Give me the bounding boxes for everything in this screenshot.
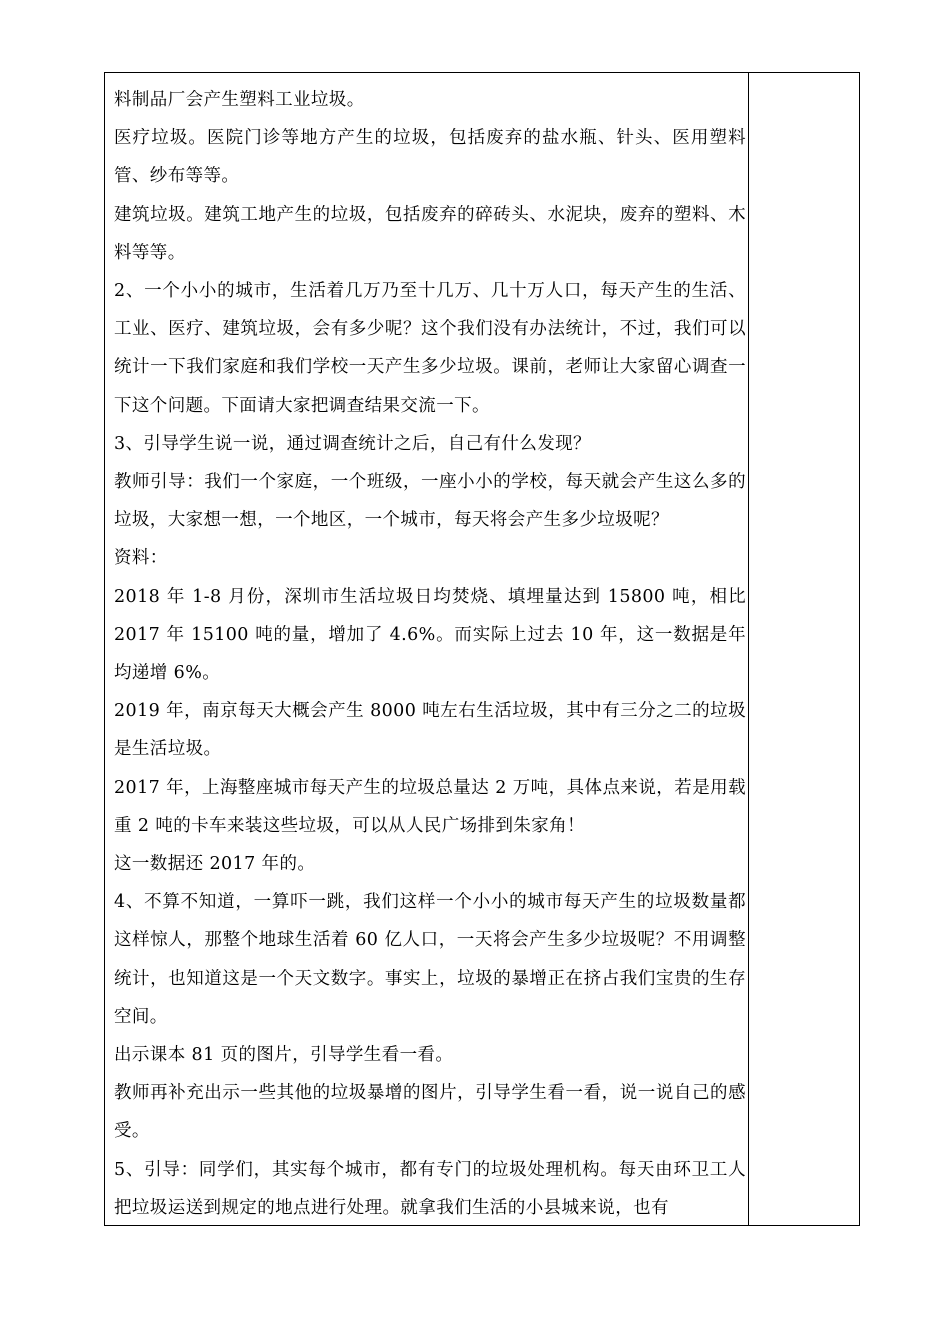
paragraph: 教师引导：我们一个家庭，一个班级，一座小小的学校，每天就会产生这么多的垃圾，大家想一想，一个地区，一个城市，每天将会产生多少垃圾呢？ bbox=[114, 472, 746, 531]
paragraph: 教师再补充出示一些其他的垃圾暴增的图片，引导学生看一看，说一说自己的感受。 bbox=[114, 1083, 746, 1142]
paragraph: 2017 年，上海整座城市每天产生的垃圾总量达 2 万吨，具体点来说，若是用载重 2 吨的卡车来装这些垃圾，可以从人民广场排到朱家角！ bbox=[114, 777, 746, 836]
document-table bbox=[104, 72, 860, 1226]
paragraph: 这一数据还 2017 年的。 bbox=[114, 854, 316, 875]
paragraph: 4、不算不知道，一算吓一跳，我们这样一个小小的城市每天产生的垃圾数量都这样惊人，那整个地球生活着 60 亿人口，一天将会产生多少垃圾呢？不用调整统计，也知道这是一个天文数字。事实上，垃圾的暴增正在挤占我们宝贵的生存空间。 bbox=[114, 892, 746, 1027]
content-cell bbox=[105, 73, 749, 1225]
paragraph: 建筑垃圾。建筑工地产生的垃圾，包括废弃的碎砖头、水泥块，废弃的塑料、木料等等。 bbox=[114, 204, 746, 263]
paragraph: 出示课本 81 页的图片，引导学生看一看。 bbox=[114, 1045, 454, 1066]
paragraph: 5、引导：同学们，其实每个城市，都有专门的垃圾处理机构。每天由环卫工人把垃圾运送到规定的地点进行处理。就拿我们生活的小县城来说，也有 bbox=[114, 1159, 746, 1218]
paragraph: 医疗垃圾。医院门诊等地方产生的垃圾，包括废弃的盐水瓶、针头、医用塑料管、纱布等等。 bbox=[114, 128, 746, 187]
paragraph: 2、一个小小的城市，生活着几万乃至十几万、几十万人口，每天产生的生活、工业、医疗、建筑垃圾，会有多少呢？这个我们没有办法统计，不过，我们可以统计一下我们家庭和我们学校一天产生多少垃圾。课前，老师让大家留心调查一下这个问题。下面请大家把调查结果交流一下。 bbox=[114, 281, 746, 416]
paragraph: 3、引导学生说一说，通过调查统计之后，自己有什么发现？ bbox=[114, 433, 591, 454]
paragraph: 2018 年 1-8 月份，深圳市生活垃圾日均焚烧、填埋量达到 15800 吨，相比 2017 年 15100 吨的量，增加了 4.6%。而实际上过去 10 年，这一数据是年均递增 6%。 bbox=[114, 586, 746, 684]
notes-cell bbox=[749, 73, 859, 1225]
paragraph: 2019 年，南京每天大概会产生 8000 吨左右生活垃圾，其中有三分之二的垃圾是生活垃圾。 bbox=[114, 701, 746, 760]
paragraph: 料制品厂会产生塑料工业垃圾。 bbox=[114, 90, 365, 110]
paragraph: 资料： bbox=[114, 548, 168, 569]
